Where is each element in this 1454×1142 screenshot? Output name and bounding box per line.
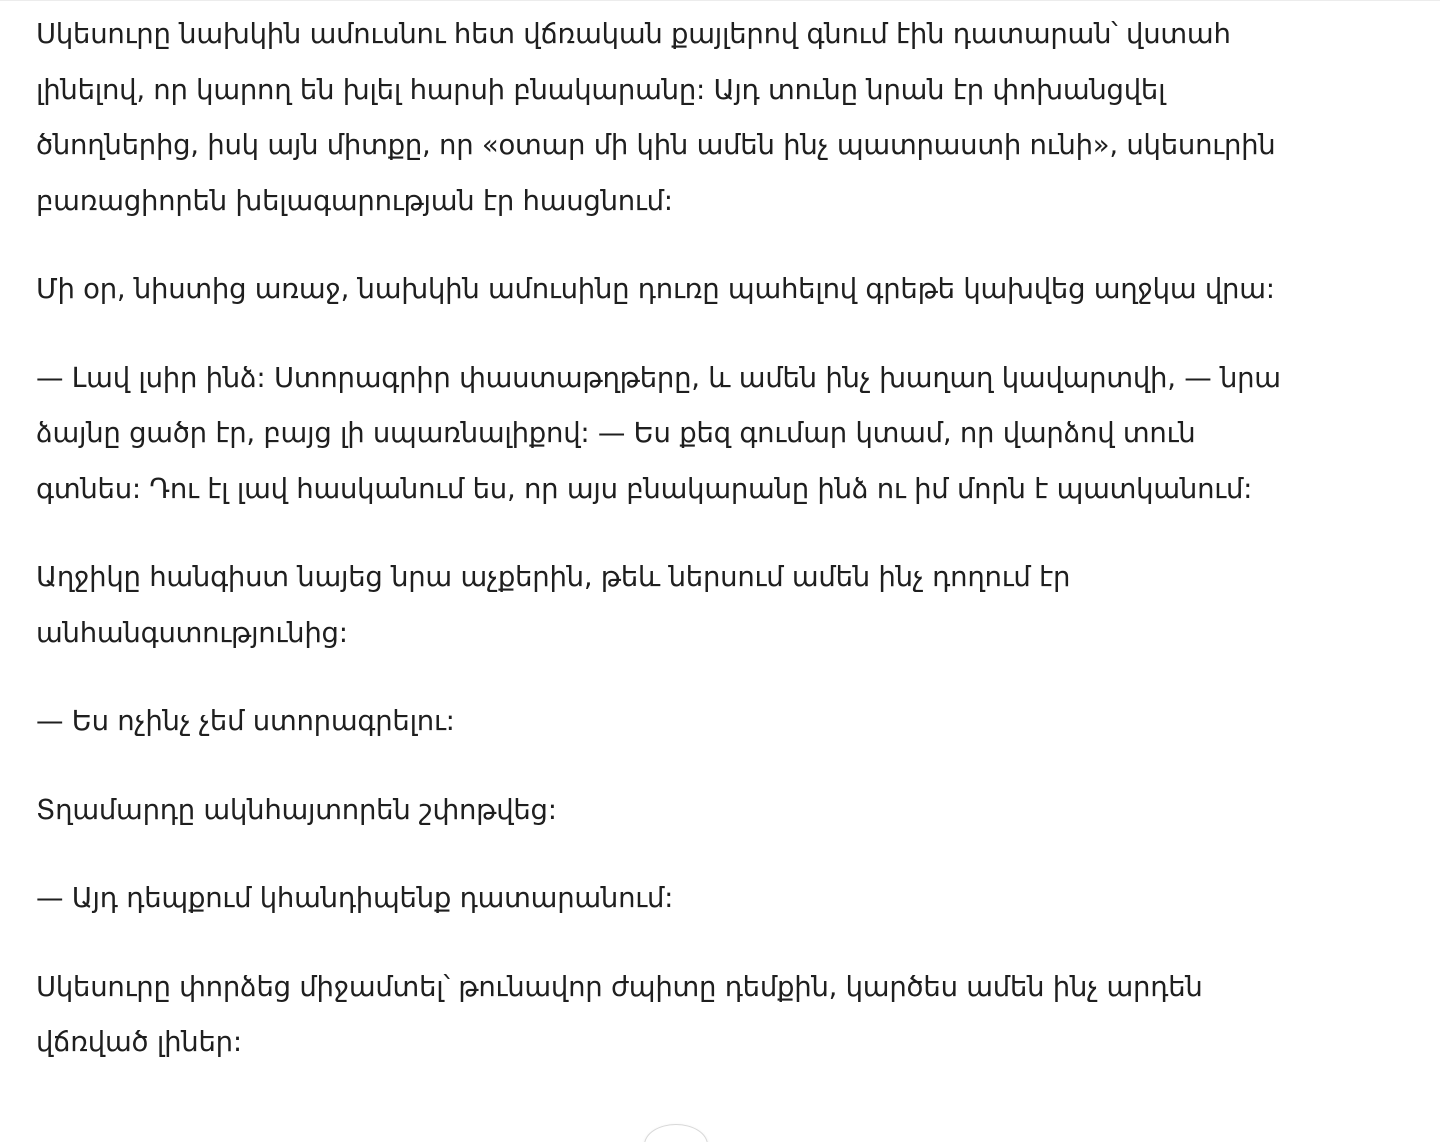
scroll-down-button[interactable] xyxy=(644,1124,708,1142)
article-body xyxy=(36,7,1286,1104)
paragraph-2: Մի օր, նիստից առաջ, նախկին ամուսինը դուռը պահելով գրեթե կախվեց աղջկա վրա: xyxy=(36,273,1275,305)
paragraph-8: Սկեսուրը փորձեց միջամտել՝ թունավոր ժպիտը դեմքին, կարծես ամեն ինչ արդեն վճռված լիներ: xyxy=(36,970,1203,1058)
paragraph-1: Սկեսուրը նախկին ամուսնու հետ վճռական քայլերով գնում էին դատարան՝ վստահ լինելով, որ կարող են խլել հարսի բնակարանը: Այդ տունը նրան էր փոխանցվել ծնողներից, իսկ այն միտքը, որ «օտար մի կին ամեն ինչ պատրաստի ունի», սկեսուրին բառացիորեն խելագարության էր հասցնում: xyxy=(36,18,1276,217)
paragraph-3: — Լավ լսիր ինձ: Ստորագրիր փաստաթղթերը, և ամեն ինչ խաղաղ կավարտվի, — նրա ձայնը ցածր էր, բայց լի սպառնալիքով: — Ես քեզ գումար կտամ, որ վարձով տուն գտնես: Դու էլ լավ հասկանում ես, որ այս բնակարանը ինձ ու իմ մորն է պատկանում: xyxy=(36,361,1281,505)
paragraph-5: — Ես ոչինչ չեմ ստորագրելու: xyxy=(36,705,455,737)
paragraph-6: Տղամարդը ակնհայտորեն շփոթվեց: xyxy=(36,793,557,826)
paragraph-4: Աղջիկը հանգիստ նայեց նրա աչքերին, թեև ներսում ամեն ինչ դողում էր անհանգստությունից: xyxy=(36,561,1071,649)
paragraph-7: — Այդ դեպքում կհանդիպենք դատարանում: xyxy=(36,882,674,914)
top-divider xyxy=(0,0,1440,1)
